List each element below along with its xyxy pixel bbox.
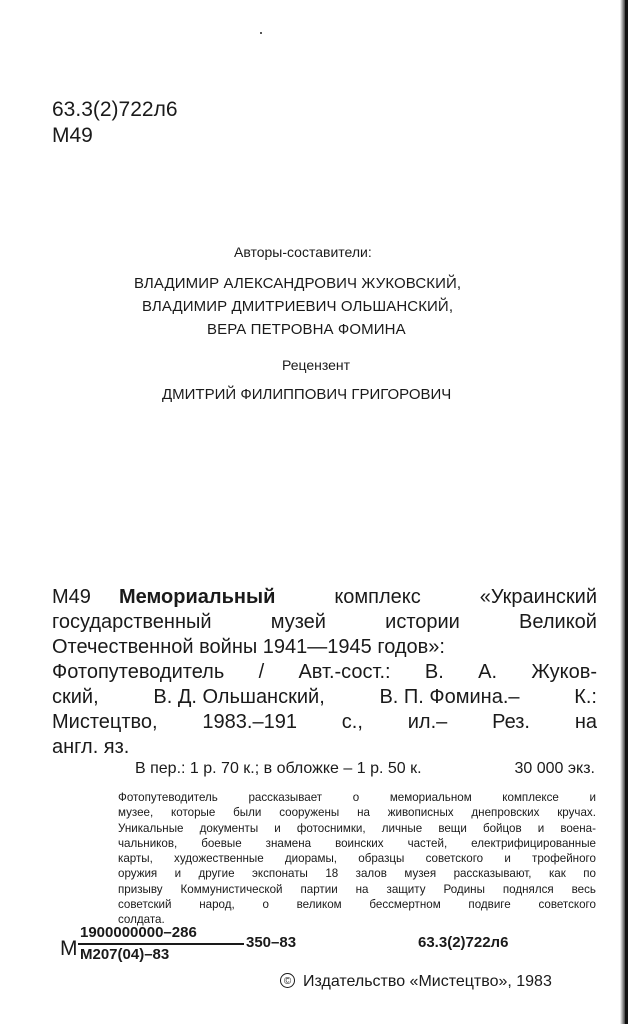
annotation-word: фотоснимки, (296, 821, 366, 835)
annotation-word: живописных (387, 806, 454, 820)
reviewer-name: ДМИТРИЙ ФИЛИППОВИЧ ГРИГОРОВИЧ (162, 386, 452, 403)
index-denominator: М207(04)–83 (80, 946, 170, 963)
annotation-word: по (583, 867, 596, 881)
bib-word: музей (270, 611, 326, 633)
annotation-word: Родины (443, 882, 485, 896)
bib-word: Рез. (492, 711, 530, 733)
annotation-word: военa- (560, 821, 596, 835)
index-numerator: 1900000000–286 (80, 924, 197, 941)
copyright-text: Издательство «Мистецтво», 1983 (303, 973, 552, 990)
authors-label: Авторы-составители: (234, 244, 372, 260)
copyright-icon: © (280, 973, 295, 988)
bib-line-6 (52, 710, 597, 735)
bib-line-3: Отечественной войны 1941—1945 годов»: (52, 636, 445, 658)
annotation-word: на (355, 882, 369, 896)
annotation-word: на (357, 806, 370, 820)
bib-word: В. Д. Ольшанский, (153, 686, 325, 708)
price-line (135, 760, 595, 778)
author-1: ВЛАДИМИР АЛЕКСАНДРОВИЧ ЖУКОВСКИЙ, (134, 275, 462, 292)
annotation-word: и (174, 867, 182, 881)
bib-word: Авт.-сост.: (298, 661, 391, 683)
bib-line-4 (52, 660, 597, 685)
bib-line-5 (52, 685, 597, 710)
bibliographic-record (52, 585, 597, 760)
annotation-word: экспонаты (252, 867, 308, 881)
annotation-word: рассказывают, (453, 867, 532, 881)
annotation-word: художественные (174, 852, 264, 866)
annotation-word: вещи (438, 821, 467, 835)
annotation-word: музея (404, 867, 437, 881)
annotation-word: мемориальном (389, 791, 472, 804)
annotation-word: народ, (199, 898, 235, 912)
annotation-line (118, 851, 596, 866)
bib-word: Фотопутеводитель (52, 661, 225, 683)
annotation-word: призыву (118, 882, 163, 896)
annotation-word: воинских (335, 836, 384, 850)
class-code-top: 63.3(2)722л6 (52, 98, 178, 121)
annotation-word: бойцов (482, 821, 522, 835)
annotation-word: Коммунистической (180, 882, 283, 896)
annotation-word: образцы (358, 852, 405, 866)
annotation-line (118, 821, 596, 836)
reviewer-label: Рецензент (282, 357, 351, 373)
annotation-word: документы (199, 821, 259, 835)
annotation-word: трофейного (532, 852, 596, 866)
bib-word: комплекс (334, 586, 421, 608)
bib-code: М49 (52, 586, 91, 608)
annotation-word: Уникальные (118, 821, 184, 835)
annotation-word: о (352, 791, 360, 804)
annotation-word: карты, (118, 852, 153, 866)
annotation-word: солдата. (118, 913, 165, 927)
annotation-word: весь (571, 882, 596, 896)
annotation-word: днепровских (471, 806, 540, 820)
annotation-line (118, 866, 596, 881)
class-code-bottom: 63.3(2)722л6 (418, 934, 509, 951)
price-text: В пер.: 1 р. 70 к.; в обложке – 1 р. 50 к. (135, 760, 422, 777)
index-letter: М (60, 937, 78, 960)
annotation-word: залов (355, 867, 387, 881)
annotation-word: рассказывает (248, 791, 323, 804)
copies-count: 30 000 экз. (514, 760, 595, 777)
annotation-word: оружия (118, 867, 158, 881)
bib-word: А. (478, 661, 498, 683)
annotation-word: боевые (201, 836, 242, 850)
index-top: М49 (52, 124, 93, 147)
bib-word: В. (424, 661, 444, 683)
annotation-word: были (233, 806, 262, 820)
annotation-line (118, 790, 596, 805)
annotation-word: о (262, 898, 269, 912)
annotation-word: поднялся (502, 882, 554, 896)
annotation-word: великом (296, 898, 342, 912)
annotation-word: как (548, 867, 566, 881)
bib-word: ский, (52, 686, 99, 708)
annotation-word: советский (118, 898, 172, 912)
annotation-line (118, 882, 596, 897)
scan-speck (260, 32, 262, 34)
annotation-word: комплексе (502, 791, 559, 804)
annotation-word: музее, (118, 806, 154, 820)
annotation-word: советского (538, 898, 596, 912)
annotation-word: подвиге (468, 898, 511, 912)
annotation-word: диорамы, (284, 852, 338, 866)
annotation-word: кручах. (557, 806, 596, 820)
fraction-bar (78, 943, 244, 945)
annotation-word: електрифицированные (471, 836, 596, 850)
bib-word: В. П. Фомина.– (379, 686, 520, 708)
bib-word: К.: (574, 686, 597, 708)
annotation-line (118, 805, 596, 820)
annotation-line (118, 836, 596, 851)
bib-word: истории (385, 611, 460, 633)
annotation-word: бессмертном (369, 898, 441, 912)
annotation-word: и (589, 791, 596, 804)
annotation-word: защиту (386, 882, 426, 896)
bib-line-2 (52, 610, 597, 635)
bib-word: на (574, 711, 597, 733)
annotation (118, 790, 596, 928)
bib-word: 1983.–191 (202, 711, 297, 733)
annotation-word: личные (381, 821, 423, 835)
annotation-word: 18 (325, 867, 339, 881)
bib-word: Великой (519, 611, 597, 633)
bib-word: / (258, 661, 265, 683)
bib-word: государственный (52, 611, 212, 633)
annotation-word: знамена (265, 836, 312, 850)
copyright-line (280, 973, 552, 991)
annotation-word: другие (198, 867, 235, 881)
annotation-word: партии (300, 882, 338, 896)
bib-word: с., (341, 711, 363, 733)
bib-word: ил.– (407, 711, 448, 733)
annotation-word: которые (171, 806, 216, 820)
annotation-word: сооружены (279, 806, 340, 820)
annotation-word: Фотопутеводитель (118, 791, 218, 804)
bib-word: «Украинский (479, 586, 597, 608)
annotation-word: и (274, 821, 281, 835)
bib-title-bold: Мемориальный (119, 586, 276, 608)
annotation-word: и (504, 852, 511, 866)
author-2: ВЛАДИМИР ДМИТРИЕВИЧ ОЛЬШАНСКИЙ, (142, 298, 454, 315)
annotation-word: чальников, (118, 836, 178, 850)
index-suffix: 350–83 (246, 934, 297, 951)
bib-line-7: англ. яз. (52, 736, 130, 758)
annotation-word: частей, (407, 836, 448, 850)
annotation-word: советского (425, 852, 484, 866)
bib-word: Мистецтво, (52, 711, 158, 733)
author-3: ВЕРА ПЕТРОВНА ФОМИНА (207, 321, 406, 338)
annotation-word: и (537, 821, 545, 835)
bib-line-1 (52, 585, 597, 610)
annotation-line (118, 897, 596, 912)
bib-word: Жуков- (531, 661, 597, 683)
